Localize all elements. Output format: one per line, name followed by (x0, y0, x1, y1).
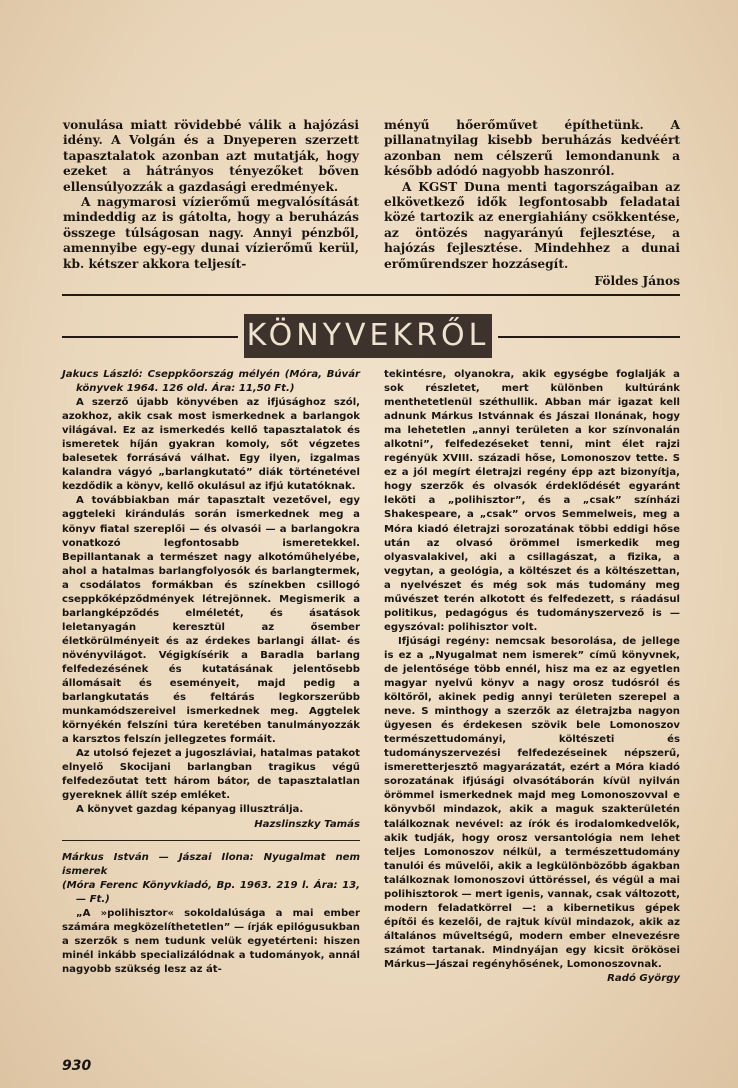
review2-paragraph-1: „A »polihisztor« sokoldalúsága a mai ember számára megközelíthetetlen” — írják epilógusukban a szerzők s nem tudunk velük egyetérteni: hiszen minél inkább specializálódnak a tudományok, annál nagyobb szükség lesz az át- (62, 907, 360, 975)
review2-reference-publisher: (Móra Ferenc Könyvkiadó, Bp. 1963. 219 l. Ára: 13,— Ft.) (62, 879, 360, 905)
review1-paragraph-2: A továbbiakban már tapasztalt vezetővel, egy aggteleki kirándulás során ismerkednek meg a könyv fiatal szereplői — és olvasói — a barlangokra vonatkozó legfontosabb ismeretekkel. Bepillantanak a természet nagy alkotóműhelyébe, ahol a hatalmas barlangfolyosók és barlangtermek, a csodálatos formákban és színekben csillogó cseppkőképződmények létrejönnek. Megismerik a barlangképződés elméletét, és ásatások leletanyagán keresztül az ősember életkörülményeit és az érdekes barlangi állat- és növényvilágot. Végigkísérik a Baradla barlang felfedezésének és kutatásának jelentősebb állomásait és eseményeit, majd pedig a barlangkutatás és feltárás legkorszerűbb munkamódszereivel ismerkednek meg. Aggtelek környékén felszíni túra keretében tanulmányozzák a karsztos felszín jellegzetes formáit. (62, 495, 360, 746)
heading-rule-right (498, 336, 680, 338)
reviews-right-column (384, 368, 680, 986)
review1-signature: Hazslinszky Tamás (254, 818, 360, 830)
reviews-left-column (62, 368, 360, 977)
section-divider (62, 294, 680, 296)
review1-reference: Jakucs László: Cseppkőország mélyén (Móra, Búvár könyvek 1964. 126 old. Ára: 11,50 Ft.) (62, 369, 360, 395)
top-article-right-column (384, 118, 680, 289)
top-article-signature: Földes János (594, 274, 680, 289)
review2-paragraph-3: Ifjúsági regény: nemcsak besorolása, de jellege is ez a „Nyugalmat nem ismerek” című könyvnek, de jelentősége több ennél, hisz ma ez az egyetlen magyar nyelvű könyv a nagy orosz tudósról és költőről, akinek pedig annyi területen szerepel a neve. S minthogy a szerzők az életrajzba nagyon ügyesen és érdekesen szövik bele Lomonoszov természettudományi, költészeti és tudományszervezési felfedezéseinek népszerű, ismeretterjesztő magyarázatát, ezért a Móra kiadó sorozatának ifjúsági olvasótáborán kívül nyilván örömmel ismerkednek majd meg Lomonoszovval e könyvből mindazok, akik a maguk szakterületén találkoznak nevével: az írók és irodalomkedvelők, akik tudják, hogy orosz versantológia nem lehet teljes Lomonoszov nélkül, a természettudomány tanulói és művelői, akik a legkülönbözőbb ágakban találkoznak lomonoszovi úttöréssel, és végül a mai polihisztorok — mert igenis, vannak, csak változott, modern feladatkörrel —: a kibernetikus gépek építői és kezelői, de rajtuk kívül mindazok, akik az általános műveltségű, modern ember elnevezésre számot tartanak. Mindnyájan egy kicsit örökösei Márkus—Jászai regényhősének, Lomonoszovnak. (384, 635, 680, 970)
section-title: KÖNYVEKRŐL (244, 314, 492, 358)
review1-paragraph-4: A könyvet gazdag képanyag illusztrálja. (76, 804, 304, 816)
review1-paragraph-1: A szerző újabb könyvében az ifjúsághoz szól, azokhoz, akik csak most ismerkednek a barlangok világával. Ez az ismerkedés kellő tapasztalatok és ismeretek híján gyakran komoly, sőt végzetes balesetek forrásává válhat. Egy ilyen, izgalmas kalandra vágyó „barlangkutató” diák történetével kezdődik a könyv, kellő okulásul az ifjú kutatóknak. (62, 397, 360, 493)
top-article-left-column (63, 118, 359, 272)
heading-rule-left (62, 336, 238, 338)
review2-signature: Radó György (607, 973, 680, 985)
top-left-paragraph-1: vonulása miatt rövidebbé válik a hajózási idény. A Volgán és a Dnyeperen szerzett tapasztalatok azonban azt mutatják, hogy ezeket a hátrányos tényezőket bőven ellensúlyozzák a gazdasági eredmények. (63, 118, 359, 194)
review2-reference-title: Márkus István — Jászai Ilona: Nyugalmat nem ismerek (62, 851, 360, 877)
top-left-paragraph-2: A nagymarosi vízierőmű megvalósítását mindeddig az is gátolta, hogy a beruházás összege túlságosan nagy. Annyi pénzből, amennyibe egy-egy dunai vízierőmű kerül, kb. kétszer akkora teljesít- (63, 195, 359, 271)
review2-paragraph-2: tekintésre, olyanokra, akik egységbe foglalják a sok részletet, mert különben kultúránk menthetetlenül széthullik. Abban már igazat kell adnunk Márkus Istvánnak és Jászai Ilonának, hogy ma lehetetlen „annyi területen a kor színvonalán alkotni”, felfedezéseket tenni, mint élet rajzi regényük XVIII. századi hőse, Lomonoszov tette. S ez a jól megírt életrajzi regény épp azt bizonyítja, hogy szerzők és olvasók érdeklődését egyaránt leköti a „polihisztor”, és a „csak” színházi Shakespeare, a „csak” orvos Semmelweis, meg a Móra kiadó életrajzi sorozatának többi eddigi hőse után az olvasó örömmel ismerkedik meg olyasvalakivel, aki a csillagászat, a fizika, a vegytan, a geológia, a költészet és a költészettan, a nyelvészet és még sok más tudomány meg művészet terén alkotott és felfedezett, s ráadásul politikus, pedagógus és tudományszervező is — egyszóval: polihisztor volt. (384, 369, 680, 633)
review1-paragraph-3: Az utolsó fejezet a jugoszláviai, hatalmas patakot elnyelő Skocijani barlangban tragikus végű felfedezőutat tett három bátor, de tapasztalatlan gyereknek állít szép emléket. (62, 748, 360, 802)
top-right-paragraph-1: ményű hőerőművet építhetünk. A pillanatnyilag kisebb beruházás kedvéért azonban nem célszerű lemondanunk a később adódó nagyobb haszonról. (384, 118, 680, 179)
page-number: 930 (62, 1058, 92, 1074)
top-right-paragraph-2: A KGST Duna menti tagországaiban az elkövetkező idők legfontosabb feladatai közé tartozik az energiahiány csökkentése, az öntözés nagyarányú fejlesztése, a hajózás fejlesztése. Mindehhez a dunai erőműrendszer hozzásegít. (384, 179, 680, 271)
review-separator (62, 840, 360, 841)
